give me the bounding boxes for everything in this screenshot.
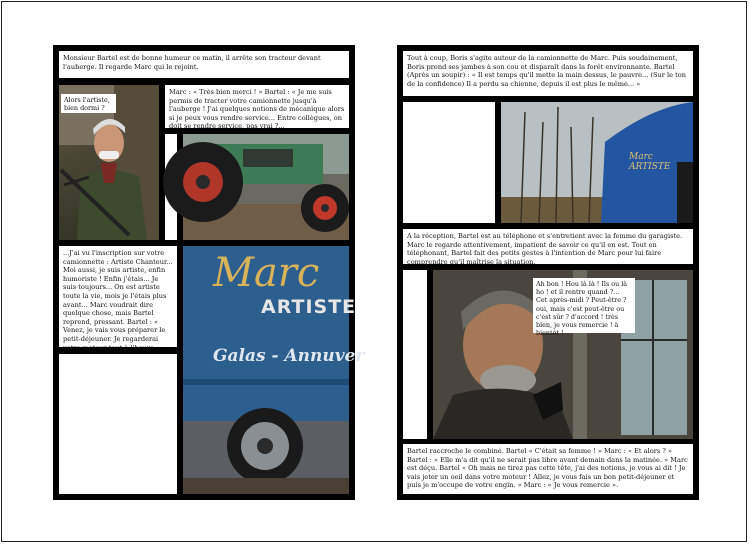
caption-top-right: Tout à coup, Boris s'agite autour de la camionnette de Marc. Puis soudainement, Boris prend ses jambes à son cou et disparaît dans la forêt environnante. Bartel (Après un soupir) : « Il est temps qu'il mette la main dessus, le pauvre... (Sur le ton de la confidence) Il a perdu sa chienne, depuis il est plus le même... » [403, 51, 693, 96]
caption-middle-left: ...J'ai vu l'inscription sur votre camionnette : Artiste Chanteur... Moi aussi, je suis artiste, enfin humoriste ! Enfin j'étais... Je suis toujours... On est artiste toute la vie, mois je l'étais plus avant... Marc voudrait dire quelque chose, mais Bartel reprend, pressant. Bartel : « Venez, je vais vous préparer le petit-déjeuner. Je regarderai votre moteur tout à l'heure. » [59, 246, 177, 347]
forest-van-image [501, 102, 693, 223]
van-artist-text: ARTISTE [261, 296, 357, 318]
speech-bubble-bartel: Alors l'artiste, bien dormi ? [61, 94, 116, 113]
blank-panel-top-right [403, 102, 495, 223]
caption-bottom-right: Bartel raccroche le combiné. Bartel « C'était sa femme ! » Marc : « Et alors ? » Bartel : « Elle m'a dit qu'il ne serait pas libre avant demain dans la matinée. » Marc est déçu. Bartel « Oh mais ne tirez pas cette tête, j'ai des notions, je vous ai dit ! Je vais jeter un oeil dans votre moteur ! Allez, je vous fais un bon petit-déjeuner et puis je m'occupe de votre engin. » Marc : « Je vous remercie ». [403, 444, 693, 494]
van-name-text: Marc [213, 250, 320, 296]
van-galas-text: Galas - Annuver [213, 346, 365, 366]
blank-panel-mid-right [403, 270, 427, 439]
caption-top-left: Monsieur Bartel est de bonne humeur ce matin, il arrête son tracteur devant l'auberge. Il regarde Marc qui le rejoint. [59, 51, 349, 78]
left-comic-page [53, 45, 365, 500]
blank-panel-bottom-left [59, 354, 177, 494]
van-side-text: Marc ARTISTE [629, 152, 671, 172]
speech-bubble-phone: Ah bon ! Hou là là ! Ils ou là ho ! et il rentre quand ?... Cet après-midi ? Peut-être ? oui, mais c'est peut-être ou c'est sûr ? d'accord ! très bien, je vous remercie ! à bientôt ! [533, 278, 635, 333]
blue-van-image [183, 246, 365, 494]
caption-marc-reply: Marc : « Très bien merci ! » Bartel : « Je me suis permis de tracter votre camionnette jusqu'à l'auberge ! J'ai quelques notions de mécanique alors si je peux vous rendre service... Entre collègues, on doit se rendre service, pas vrai ?... [165, 85, 349, 128]
right-comic-page [397, 45, 699, 500]
caption-middle-right: A la réception, Bartel est au téléphone et s'entretient avec la femme du garagiste. Marc le regarde attentivement, impatient de savoir ce qu'il en est. Tout en téléphonant, Bartel fait des petits gestes à l'intention de Marc pour lui faire comprendre qu'il maîtrise la situation. [403, 229, 693, 264]
van-illustration [183, 246, 349, 494]
tractor-image [183, 134, 349, 240]
tractor-illustration [183, 134, 349, 240]
